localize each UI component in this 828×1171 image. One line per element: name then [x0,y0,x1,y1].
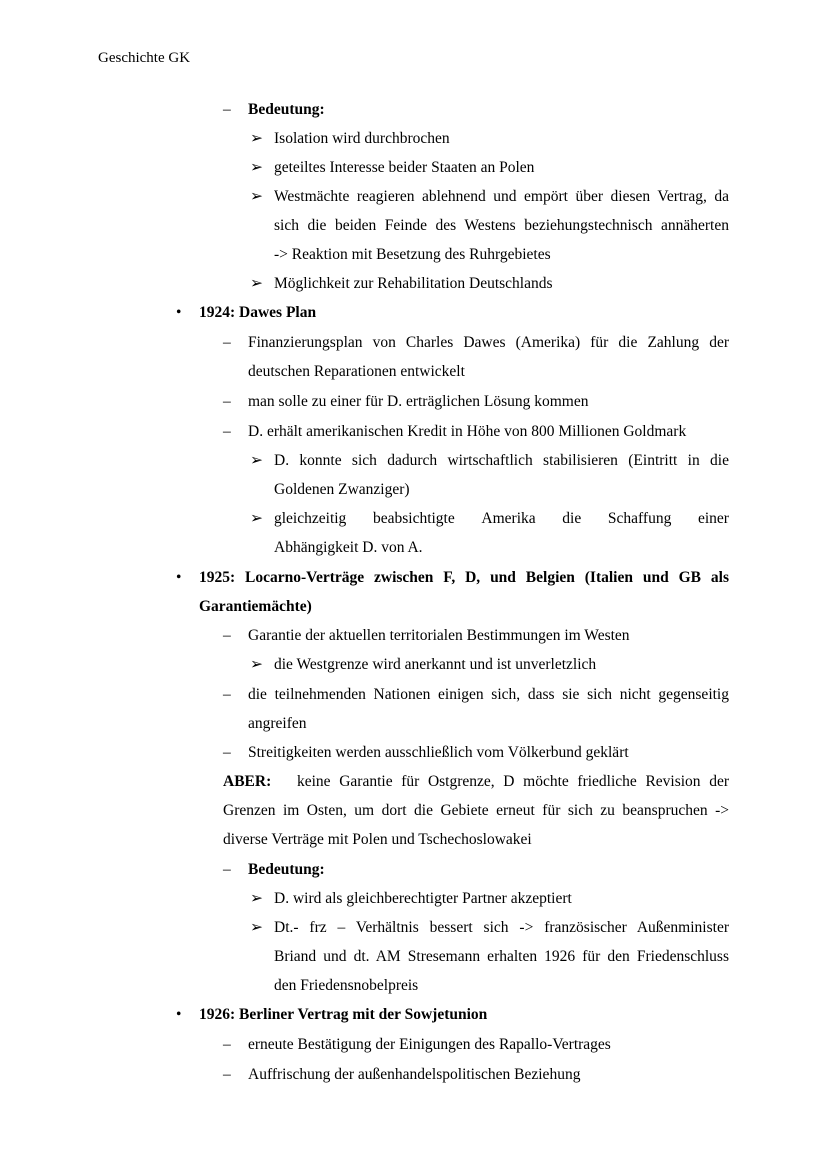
list-item-continuation: Abhängigkeit D. von A. [274,539,423,556]
list-item: Streitigkeiten werden ausschließlich vom Völkerbund geklärt [248,744,629,761]
list-item-continuation: angreifen [248,715,307,732]
page-header: Geschichte GK [98,50,191,66]
list-item: geteiltes Interesse beider Staaten an Polen [274,159,535,176]
list-item-continuation: Briand und dt. AM Stresemann erhalten 1926 für den Friedenschluss [274,948,729,965]
list-item [274,509,729,529]
list-item-continuation: deutschen Reparationen entwickelt [248,363,465,380]
list-item-continuation: sich die beiden Feinde des Westens beziehungstechnisch annäherten [274,217,729,234]
word: gleichzeitig [274,510,347,527]
bullet-icon: • [176,569,182,586]
word: Schaffung [607,510,672,527]
arrow-bullet-icon: ➢ [250,188,263,205]
word: einer [697,510,729,527]
list-item: Dt.- frz – Verhältnis bessert sich -> französischer Außenminister [274,919,729,936]
section-title-continuation: Garantiemächte) [199,598,312,615]
arrow-bullet-icon: ➢ [250,452,263,469]
arrow-bullet-icon: ➢ [250,656,263,673]
list-item-continuation: -> Reaktion mit Besetzung des Ruhrgebietes [274,246,551,263]
list-item: Westmächte reagieren ablehnend und empört über diesen Vertrag, da [274,188,729,205]
word: die [562,510,582,527]
dash-marker: – [223,393,231,410]
list-item: Finanzierungsplan von Charles Dawes (Amerika) für die Zahlung der [248,334,729,351]
list-item: D. erhält amerikanischen Kredit in Höhe von 800 Millionen Goldmark [248,423,687,440]
list-item: Isolation wird durchbrochen [274,130,450,147]
section-title: 1925: Locarno-Verträge zwischen F, D, und Belgien (Italien und GB als [199,569,729,586]
list-item: erneute Bestätigung der Einigungen des Rapallo-Vertrages [248,1036,611,1053]
arrow-bullet-icon: ➢ [250,275,263,292]
list-item-continuation: Goldenen Zwanziger) [274,481,410,498]
aber-label: ABER: [223,773,272,790]
dash-marker: – [223,744,231,761]
arrow-bullet-icon: ➢ [250,919,263,936]
word: beabsichtigte [372,510,455,527]
dash-marker: – [223,861,231,878]
list-item: man solle zu einer für D. erträglichen Lösung kommen [248,393,589,410]
section-title: 1926: Berliner Vertrag mit der Sowjetunion [199,1006,488,1023]
bullet-icon: • [176,1006,182,1023]
section-heading: Bedeutung: [248,861,325,878]
dash-marker: – [223,423,231,440]
list-item: D. wird als gleichberechtigter Partner akzeptiert [274,890,572,907]
list-item: Möglichkeit zur Rehabilitation Deutschlands [274,275,553,292]
aber-paragraph-line: diverse Verträge mit Polen und Tschechoslowakei [223,831,532,848]
list-item: die Westgrenze wird anerkannt und ist unverletzlich [274,656,597,673]
dash-marker: – [223,686,231,703]
dash-marker: – [223,101,231,118]
dash-marker: – [223,1066,231,1083]
dash-marker: – [223,334,231,351]
bullet-icon: • [176,304,182,321]
aber-paragraph-line [223,772,729,792]
aber-paragraph-line: Grenzen im Osten, um dort die Gebiete erneut für sich zu beanspruchen -> [223,802,729,819]
arrow-bullet-icon: ➢ [250,890,263,907]
aber-text: keine Garantie für Ostgrenze, D möchte friedliche Revision der [297,773,729,790]
section-heading: Bedeutung: [248,101,325,118]
arrow-bullet-icon: ➢ [250,159,263,176]
list-item: Garantie der aktuellen territorialen Bestimmungen im Westen [248,627,630,644]
list-item: D. konnte sich dadurch wirtschaftlich stabilisieren (Eintritt in die [274,452,729,469]
list-item: die teilnehmenden Nationen einigen sich, dass sie sich nicht gegenseitig [248,686,729,703]
dash-marker: – [223,627,231,644]
section-title: 1924: Dawes Plan [199,304,317,321]
dash-marker: – [223,1036,231,1053]
arrow-bullet-icon: ➢ [250,510,263,527]
word: Amerika [481,510,536,527]
list-item: Auffrischung der außenhandelspolitischen Beziehung [248,1066,581,1083]
list-item-continuation: den Friedensnobelpreis [274,977,419,994]
arrow-bullet-icon: ➢ [250,130,263,147]
